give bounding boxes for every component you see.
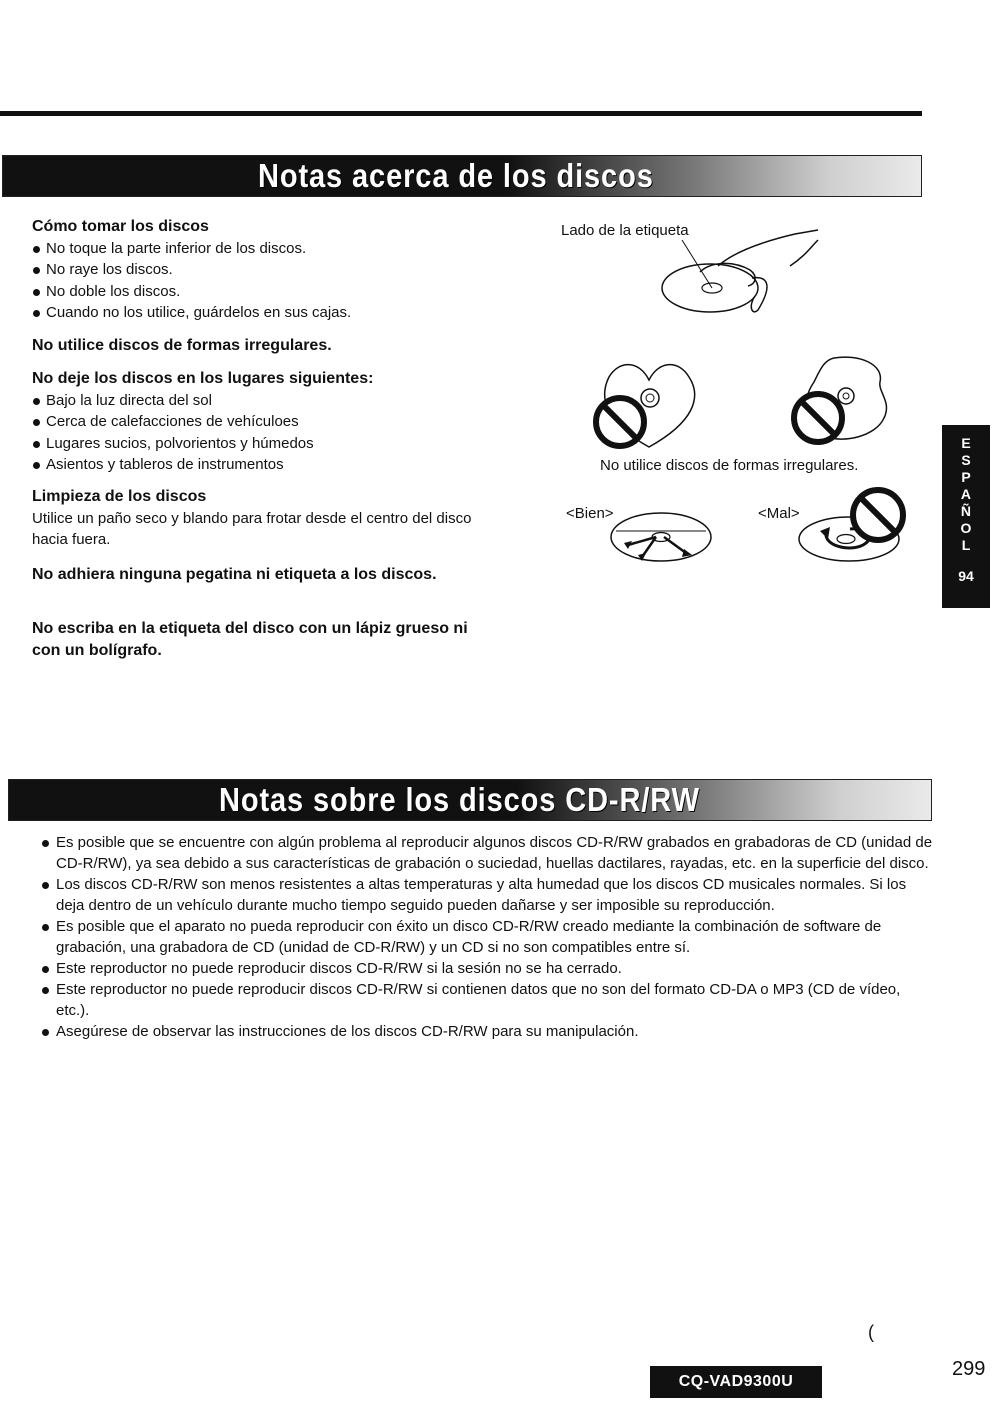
heading-how-to-hold: Cómo tomar los discos: [32, 218, 209, 235]
how-to-hold-list: [30, 238, 470, 323]
list-item: No toque la parte inferior de los discos.: [30, 238, 470, 259]
cdrw-notes-list: [40, 832, 935, 1042]
list-item: Es posible que el aparato no pueda reproducir con éxito un disco CD-R/RW creado mediante la combinación de software de grabación, una grabadora de CD (unidad de CD-R/RW) y un CD si no son compatibles entre sí.: [40, 916, 935, 958]
section1-title: Notas acerca de los discos: [258, 157, 654, 194]
heading-no-sticker: No adhiera ninguna pegatina ni etiqueta a los discos.: [32, 566, 437, 583]
side-tab-letters: [961, 435, 972, 554]
list-item: No raye los discos.: [30, 259, 470, 280]
list-item: No doble los discos.: [30, 281, 470, 302]
places-list: [30, 390, 470, 475]
good-label: <Bien>: [566, 505, 614, 522]
model-number: CQ-VAD9300U: [650, 1366, 822, 1398]
list-item: Asientos y tableros de instrumentos: [30, 454, 470, 475]
cleaning-text: Utilice un paño seco y blando para frotar desde el centro del disco hacia fuera.: [32, 510, 472, 548]
page-number: 299: [952, 1358, 986, 1380]
side-tab-letter: L: [961, 537, 971, 553]
list-item: Cerca de calefacciones de vehículoes: [30, 411, 470, 432]
language-side-tab: [942, 425, 990, 608]
label-side-caption: Lado de la etiqueta: [561, 222, 689, 239]
list-item: Este reproductor no puede reproducir discos CD-R/RW si la sesión no se ha cerrado.: [40, 958, 935, 979]
side-tab-letter: P: [961, 469, 971, 485]
heading-cleaning: Limpieza de los discos: [32, 488, 207, 505]
side-tab-letter: E: [961, 435, 971, 451]
disc-holding-figure: [640, 226, 830, 326]
list-item: Bajo la luz directa del sol: [30, 390, 470, 411]
side-tab-page: 94: [958, 568, 974, 584]
bad-label: <Mal>: [758, 505, 800, 522]
side-tab-letter: Ñ: [960, 503, 972, 519]
heading-irregular-discs: No utilice discos de formas irregulares.: [32, 337, 332, 354]
heart-disc-prohibited-icon: [584, 352, 714, 452]
list-item: Lugares sucios, polvorientos y húmedos: [30, 433, 470, 454]
list-item: Es posible que se encuentre con algún problema al reproducir algunos discos CD-R/RW grabados en grabadoras de CD (unidad de CD-R/RW), ya sea debido a sus características de grabación o suciedad, huellas dactilares, rayadas, etc. en la superficie del disco.: [40, 832, 935, 874]
section2-title: Notas sobre los discos CD-R/RW: [219, 781, 700, 818]
section2-banner: [8, 779, 932, 821]
list-item: Asegúrese de observar las instrucciones de los discos CD-R/RW para su manipulación.: [40, 1021, 935, 1042]
side-tab-letter: A: [960, 486, 972, 502]
section1-banner: [2, 155, 922, 197]
irregular-disc-prohibited-icon: [784, 352, 894, 452]
footer-mark: (: [868, 1322, 874, 1342]
irregular-caption: No utilice discos de formas irregulares.: [600, 457, 859, 474]
side-tab-letter: S: [961, 452, 971, 468]
cleaning-good-figure: [606, 505, 716, 567]
top-rule: [0, 111, 922, 116]
list-item: Este reproductor no puede reproducir discos CD-R/RW si contienen datos que no son del formato CD-DA o MP3 (CD de vídeo, etc.).: [40, 979, 935, 1021]
cleaning-bad-prohibited-icon: [794, 483, 914, 567]
heading-places: No deje los discos en los lugares siguientes:: [32, 370, 374, 387]
side-tab-letter: O: [960, 520, 972, 536]
heading-no-pen: No escriba en la etiqueta del disco con un lápiz grueso ni con un bolígrafo.: [32, 620, 468, 659]
list-item: Cuando no los utilice, guárdelos en sus cajas.: [30, 302, 470, 323]
list-item: Los discos CD-R/RW son menos resistentes a altas temperaturas y alta humedad que los discos CD musicales normales. Si los deja dentro de un vehículo durante mucho tiempo seguido pueden dañarse y ser imposible su reproducción.: [40, 874, 935, 916]
